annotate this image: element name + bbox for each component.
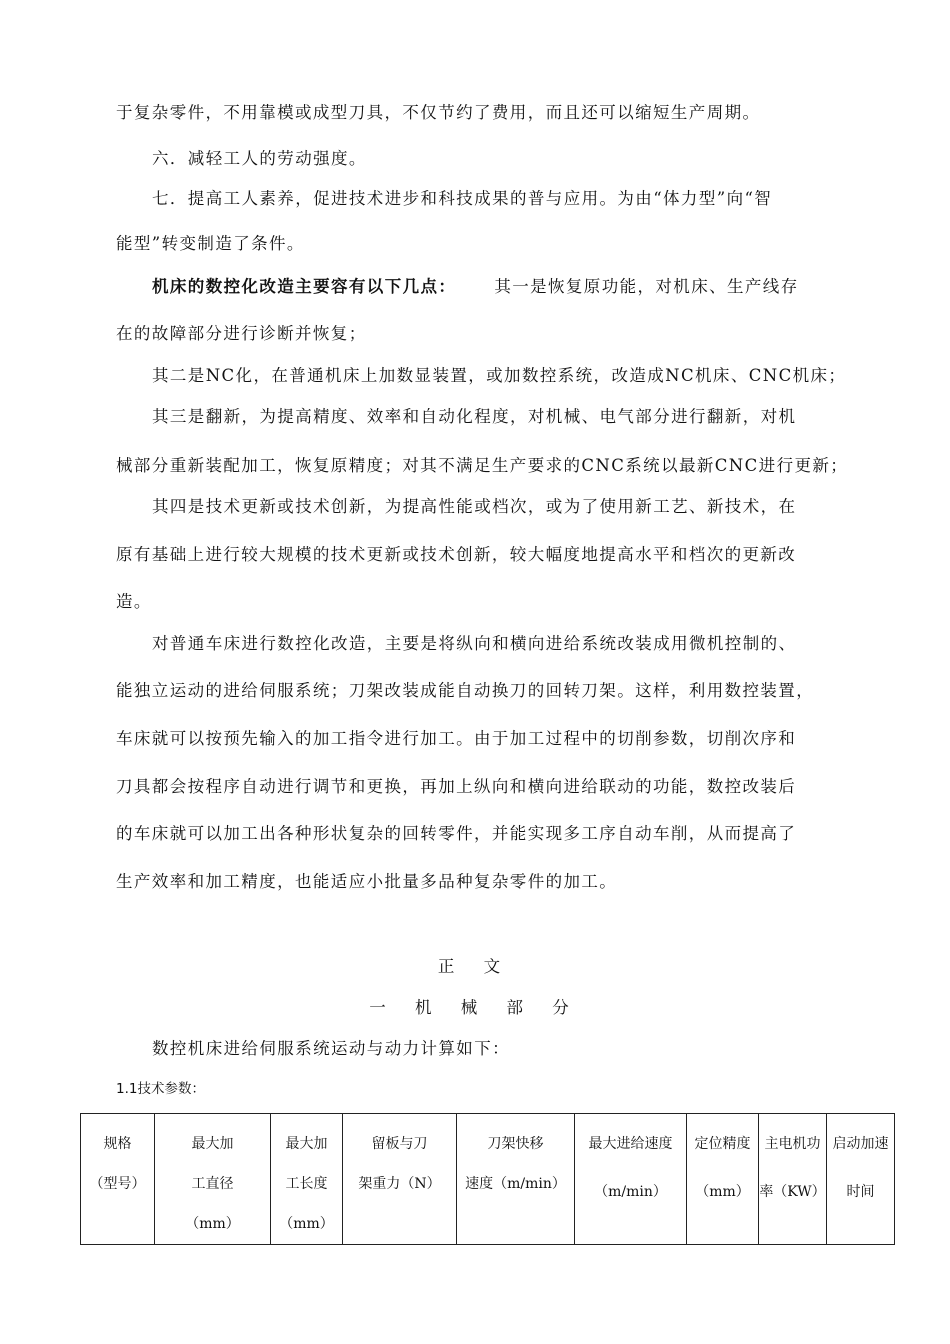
paragraph-line: 能独立运动的进给伺服系统；刀架改装成能自动换刀的回转刀架。这样，利用数控装置， [116,681,815,700]
mixed-paragraph-line [152,276,860,298]
paragraph-line: 其三是翻新，为提高精度、效率和自动化程度，对机械、电气部分进行翻新，对机 [152,407,797,426]
table-header-row [81,1114,895,1245]
paragraph-line: 其二是NC化，在普通机床上加数显装置，或加数控系统，改造成NC机床、CNC机床； [152,366,847,385]
header-cell-max-diameter: 最大加 工直径 （mm） [155,1114,271,1245]
header-cell-max-length: 最大加 工长度 （mm） [271,1114,343,1245]
technical-parameters-table [80,1113,895,1245]
paragraph-line: 能型”转变制造了条件。 [116,234,305,253]
paragraph-line: 造。 [116,592,152,611]
main-heading: 正 文 [437,957,513,976]
lead-continuation: 其一是恢复原功能，对机床、生产线存 [494,277,799,296]
paragraph-line: 其四是技术更新或技术创新，为提高性能或档次，或为了使用新工艺、新技术，在 [152,497,797,516]
header-cell-max-feed: 最大进给速度 （m/min） [575,1114,687,1245]
bold-lead: 机床的数控化改造主要容有以下几点： [152,277,457,296]
paragraph-line: 于复杂零件，不用靠模或成型刀具，不仅节约了费用，而且还可以缩短生产周期。 [116,103,761,122]
paragraph-line: 刀具都会按程序自动进行调节和更换，再加上纵向和横向进给联动的功能，数控改装后 [116,777,797,796]
header-cell-rapid-speed: 刀架快移 速度（m/min） [457,1114,575,1245]
paragraph-line: 车床就可以按预先输入的加工指令进行加工。由于加工过程中的切削参数，切削次序和 [116,729,797,748]
paragraph-line: 的车床就可以加工出各种形状复杂的回转零件，并能实现多工序自动车削，从而提高了 [116,824,797,843]
paragraph-line: 械部分重新装配加工，恢复原精度；对其不满足生产要求的CNC系统以最新CNC进行更新； [116,456,849,475]
header-cell-carriage-weight: 留板与刀 架重力（N） [343,1114,457,1245]
header-cell-acceleration-time: 启动加速 时间 [827,1114,895,1245]
paragraph-line: 原有基础上进行较大规模的技术更新或技术创新，较大幅度地提高水平和档次的更新改 [116,545,797,564]
header-cell-positioning-accuracy: 定位精度 （mm） [687,1114,759,1245]
paragraph-line: 在的故障部分进行诊断并恢复； [116,324,367,343]
paragraph-line: 六．减轻工人的劳动强度。 [152,149,367,168]
header-cell-motor-power: 主电机功 率（KW） [759,1114,827,1245]
paragraph-line: 七．提高工人素养，促进技术进步和科技成果的普与应用。为由“体力型”向“智 [152,189,773,208]
subheading: 1.1技术参数： [116,1081,205,1097]
section-heading: 一 机 械 部 分 [369,998,581,1017]
header-cell-model: 规格 （型号） [81,1114,155,1245]
paragraph-line: 生产效率和加工精度，也能适应小批量多品种复杂零件的加工。 [116,872,618,891]
paragraph-line: 对普通车床进行数控化改造，主要是将纵向和横向进给系统改装成用微机控制的、 [152,634,797,653]
intro-line: 数控机床进给伺服系统运动与动力计算如下： [152,1039,510,1058]
